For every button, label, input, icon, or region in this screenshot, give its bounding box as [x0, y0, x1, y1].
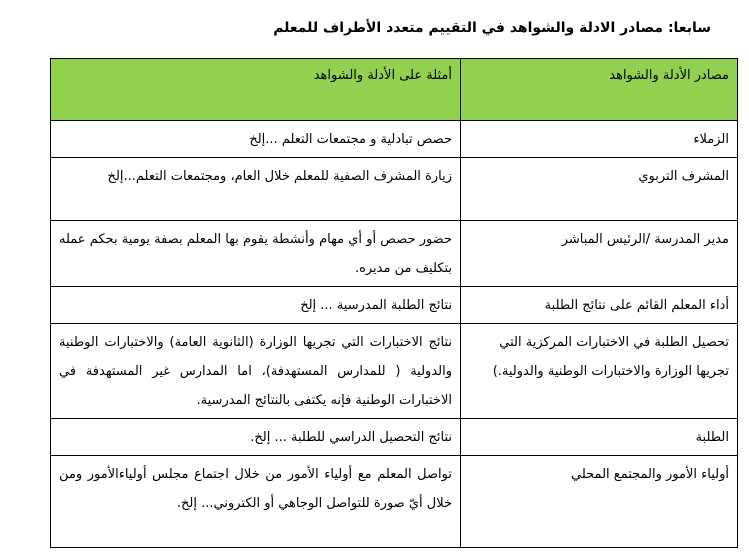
source-cell: أولياء الأمور والمجتمع المحلي [461, 456, 738, 548]
source-cell: تحصيل الطلبة في الاختبارات المركزية التي تجريها الوزارة والاختبارات الوطنية والدولية.) [461, 324, 738, 419]
example-cell: حضور حصص أو أي مهام وأنشطة يقوم بها المعلم بصفة يومية بحكم عمله بتكليف من مديره. [51, 221, 461, 287]
header-sources: مصادر الأدلة والشواهد [461, 59, 738, 121]
table-row [51, 456, 738, 548]
header-examples: أمثلة على الأدلة والشواهد [51, 59, 461, 121]
example-cell: تواصل المعلم مع أولياء الأمور من خلال اجتماع مجلس أولياءالأمور ومن خلال أيّ صورة للتواصل الوجاهي أو الكتروني... إلخ. [51, 456, 461, 548]
section-heading: سابعا: مصادر الادلة والشواهد في التقييم متعدد الأطراف للمعلم [273, 20, 711, 36]
source-cell: المشرف التربوي [461, 158, 738, 221]
table-row [51, 287, 738, 324]
source-cell: مدير المدرسة /الرئيس المباشر [461, 221, 738, 287]
table-row [51, 221, 738, 287]
table-row [51, 158, 738, 221]
example-cell: حصص تبادلية و مجتمعات التعلم ...إلخ [51, 121, 461, 158]
table-row [51, 121, 738, 158]
table-row [51, 419, 738, 456]
example-cell: نتائج التحصيل الدراسي للطلبة ... إلخ. [51, 419, 461, 456]
table-row [51, 324, 738, 419]
source-cell: الزملاء [461, 121, 738, 158]
example-cell: نتائج الاختبارات التي تجريها الوزارة (الثانوية العامة) والاختبارات الوطنية والدولية ( للمدارس المستهدفة)، اما المدارس غير المستهدفة في الاختبارات الوطنية فإنه يكتفى بالنتائج المدرسية. [51, 324, 461, 419]
example-cell: نتائج الطلبة المدرسية ... إلخ [51, 287, 461, 324]
table-header-row [51, 59, 738, 121]
source-cell: الطلبة [461, 419, 738, 456]
evidence-sources-table [50, 58, 738, 548]
source-cell: أداء المعلم القائم على نتائج الطلبة [461, 287, 738, 324]
example-cell: زيارة المشرف الصفية للمعلم خلال العام، ومجتمعات التعلم...إلخ [51, 158, 461, 221]
